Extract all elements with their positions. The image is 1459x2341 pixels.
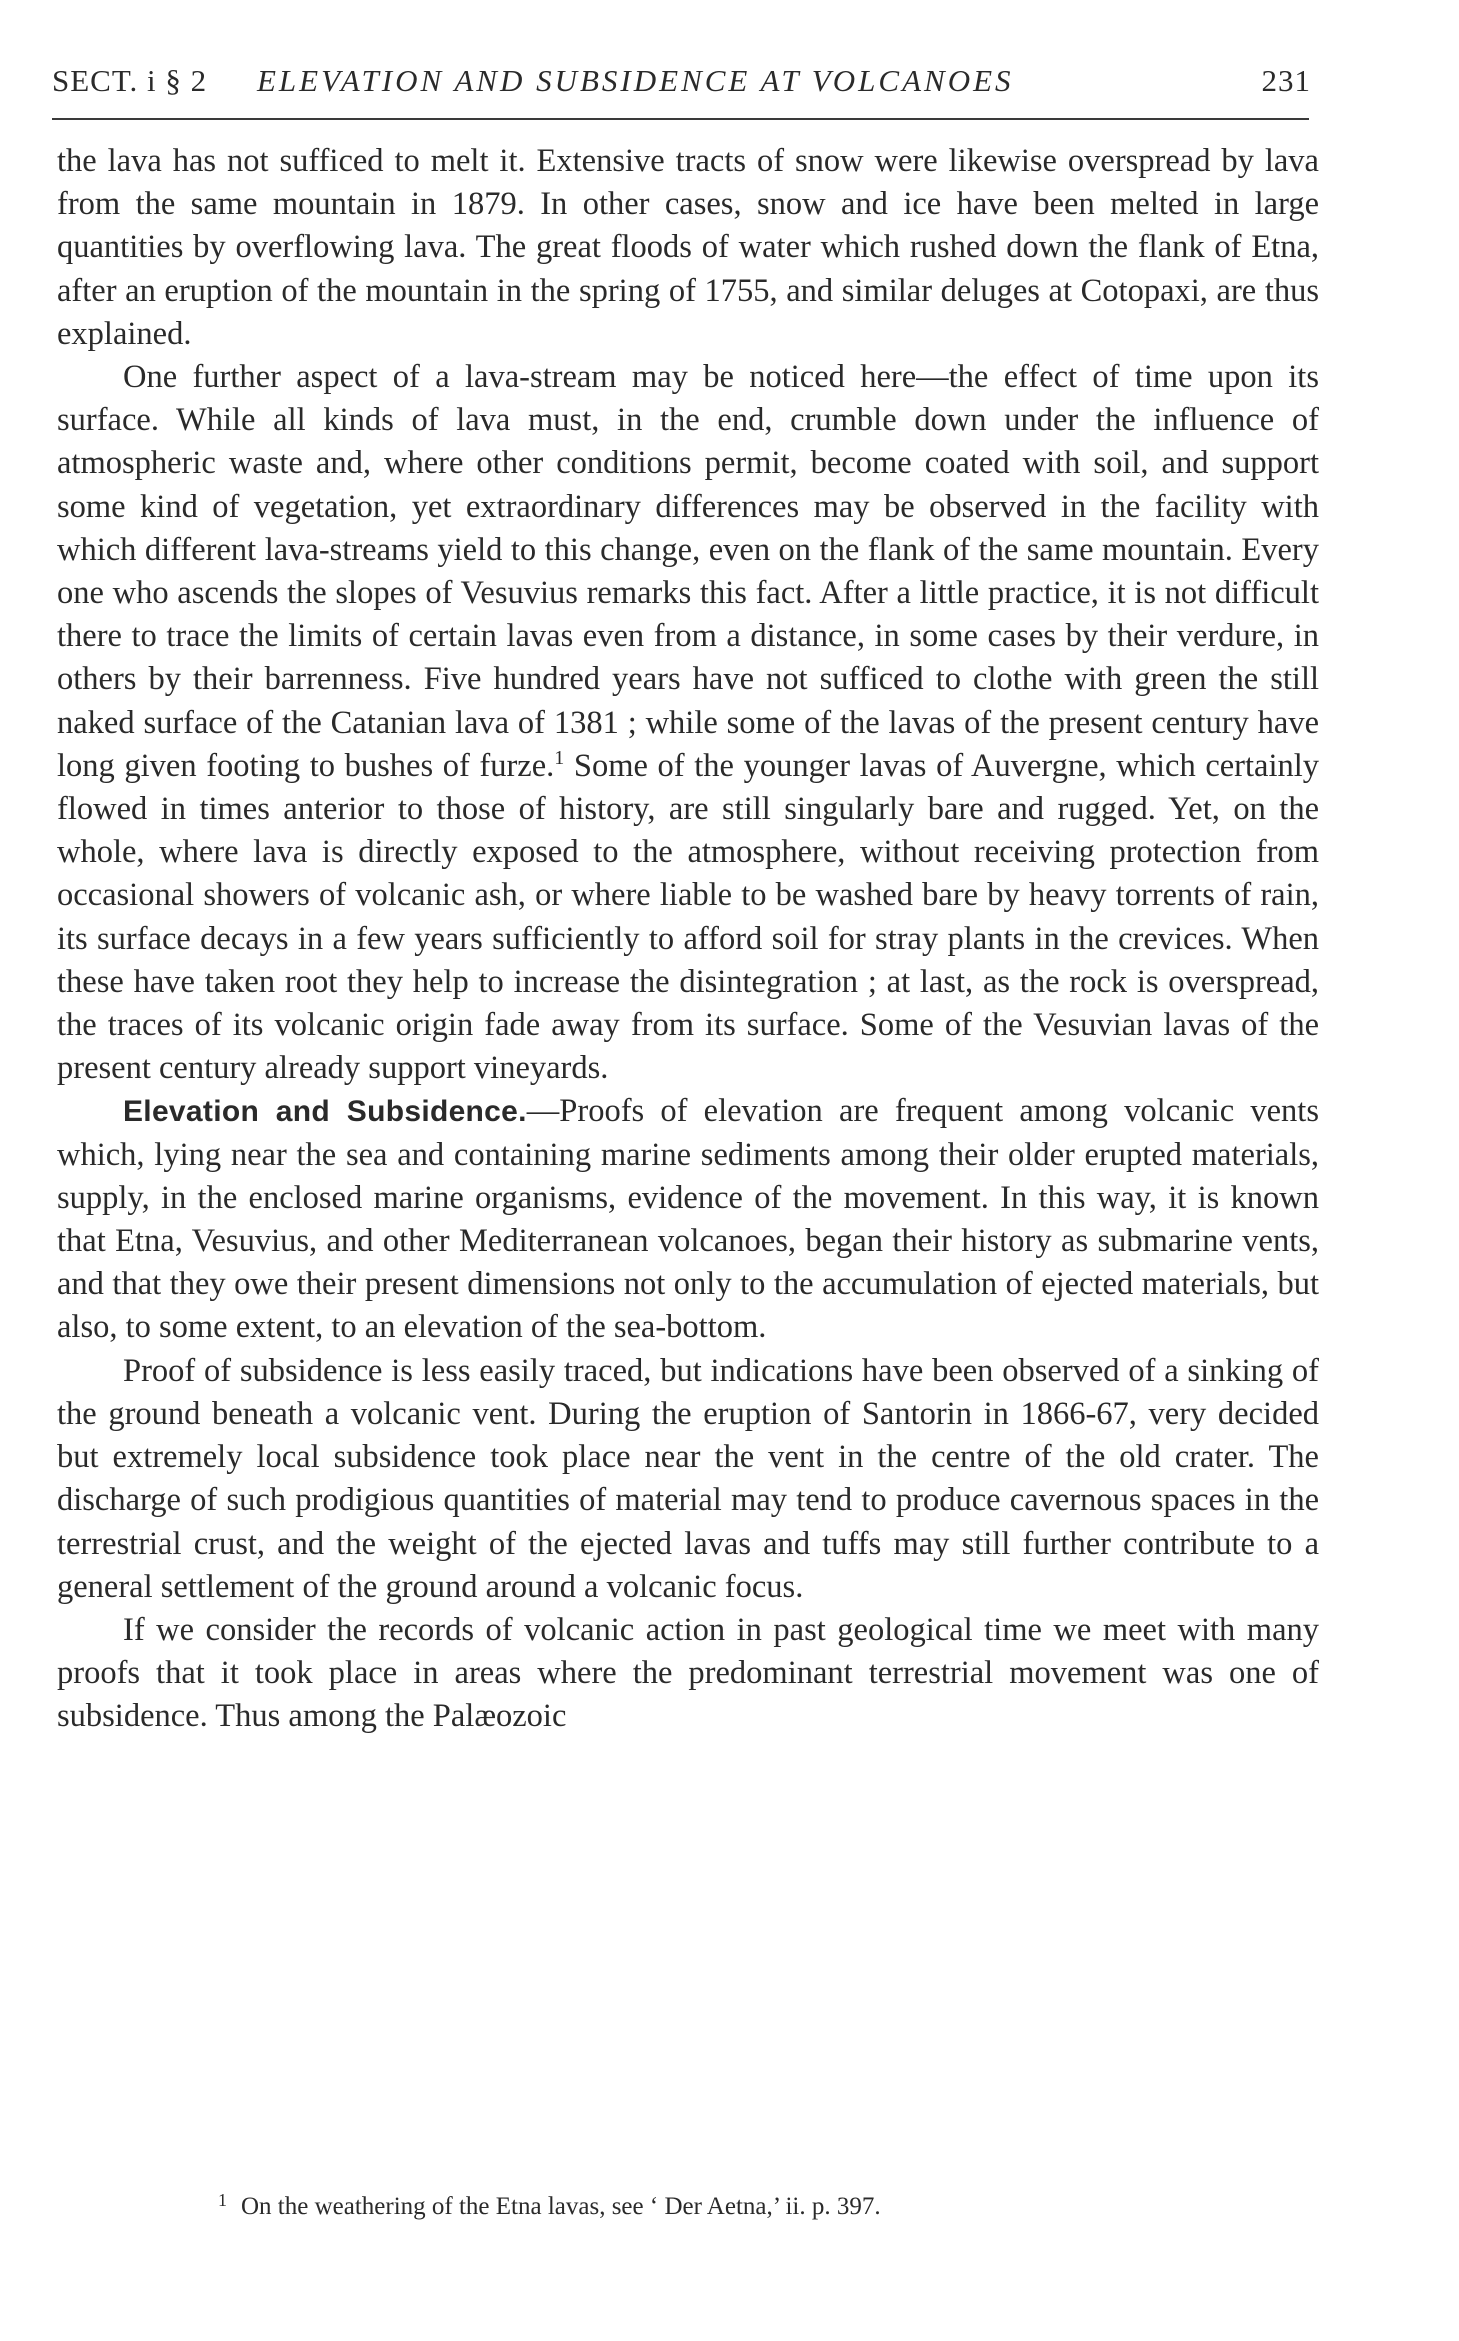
paragraph-1: the lava has not sufficed to melt it. Extensive tracts of snow were likewise overspread by lava from the same mountain in 1879. In other cases, snow and ice have been melted in large quantities by overflowing lava. The great floods of water which rushed down the flank of Etna, after an eruption of the mountain in the spring of 1755, and similar deluges at Cotopaxi, are thus explained. — [57, 143, 1319, 352]
section-heading: Elevation and Subsidence. — [123, 1095, 527, 1129]
paragraph-2-text-b: Some of the younger lavas of Auvergne, which certainly flowed in times anterior to those of history, are still singularly bare and rugged. Yet, on the whole, where lava is directly exposed to the atmosphere, without receiving protection from occasional showers of volcanic ash, or where liable to be washed bare by heavy torrents of rain, its surface decays in a few years sufficiently to afford soil for stray plants in the crevices. When these have taken root they help to increase the disintegration ; at last, as the rock is overspread, the traces of its volcanic origin fade away from its surface. Some of the Vesuvian lavas of the present century already support vineyards. — [57, 747, 1320, 1087]
footnote-mark: 1 — [218, 2190, 227, 2210]
paragraph-4: Proof of subsidence is less easily traced, but indications have been observed of a sinking of the ground beneath a volcanic vent. During the eruption of Santorin in 1866-67, very decided but extremely local subsidence took place near the vent in the centre of the old crater. The discharge of such prodigious quantities of material may tend to produce cavernous spaces in the terrestrial crust, and the weight of the ejected lavas and tuffs may still further contribute to a general settlement of the ground around a volcanic focus. — [57, 1352, 1319, 1605]
footnote — [218, 2183, 881, 2224]
section-label: SECT. i § 2 — [52, 63, 208, 98]
header-rule — [52, 118, 1309, 120]
body-text — [57, 140, 1319, 1739]
footnote-text: On the weathering of the Etna lavas, see ‘ Der Aetna,’ ii. p. 397. — [241, 2193, 881, 2220]
paragraph-3-text: —Proofs of elevation are frequent among volcanic vents which, lying near the sea and containing marine sediments among their older erupted materials, supply, in the enclosed marine organisms, evidence of the movement. In this way, it is known that Etna, Vesuvius, and other Mediterranean volcanoes, began their history as submarine vents, and that they owe their present dimensions not only to the accumulation of ejected materials, but also, to some extent, to an elevation of the sea-bottom. — [57, 1093, 1319, 1346]
paragraph-2 — [57, 356, 1319, 1090]
footnote-reference[interactable]: 1 — [554, 746, 565, 769]
running-header — [52, 58, 1311, 104]
paragraph-3 — [57, 1090, 1319, 1349]
paragraph-2-text-a: One further aspect of a lava-stream may be noticed here—the effect of time upon its surface. While all kinds of lava must, in the end, crumble down under the influence of atmospheric waste and, where other conditions permit, become coated with soil, and support some kind of vegetation, yet extraordinary differences may be observed in the facility with which different lava-streams yield to this change, even on the flank of the same mountain. Every one who ascends the slopes of Vesuvius remarks this fact. After a little practice, it is not difficult there to trace the limits of certain lavas even from a distance, in some cases by their verdure, in others by their barrenness. Five hundred years have not sufficed to clothe with green the still naked surface of the Catanian lava of 1381 ; while some of the lavas of the present century have long given footing to bushes of furze. — [57, 359, 1319, 784]
page-number: 231 — [1261, 63, 1311, 98]
running-title: ELEVATION AND SUBSIDENCE AT VOLCANOES — [257, 63, 1014, 98]
paragraph-5: If we consider the records of volcanic action in past geological time we meet with many proofs that it took place in areas where the predominant terrestrial movement was one of subsidence. Thus among the Palæozoic — [57, 1611, 1319, 1735]
